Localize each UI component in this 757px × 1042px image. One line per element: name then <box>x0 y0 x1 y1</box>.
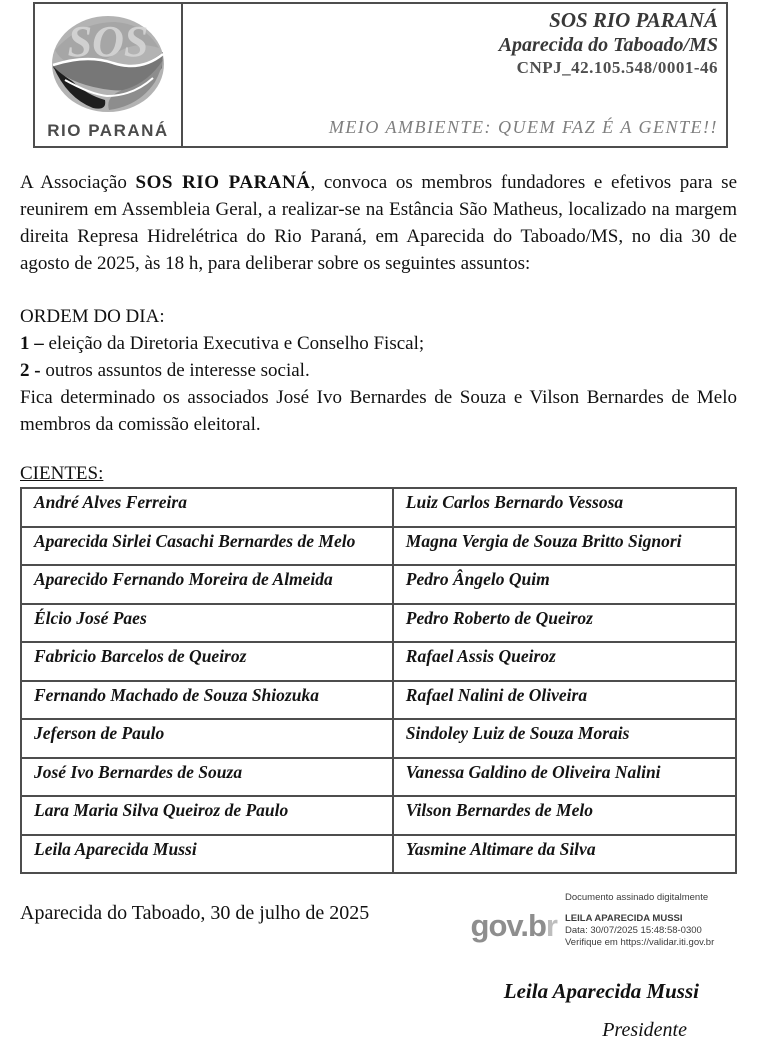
footer-row <box>20 884 737 949</box>
signature-role: Presidente <box>602 1019 687 1041</box>
table-row <box>21 681 736 720</box>
sos-rio-parana-logo-icon <box>45 10 171 142</box>
intro-paragraph <box>20 169 737 277</box>
table-row <box>21 565 736 604</box>
letterhead-info <box>183 4 726 146</box>
commission-note: Fica determinado os associados José Ivo Bernardes de Souza e Vilson Bernardes de Melo membros da comissão eleitoral. <box>20 387 737 435</box>
member-name-cell: Aparecida Sirlei Casachi Bernardes de Melo <box>21 527 393 566</box>
agenda-item-2 <box>20 357 737 384</box>
member-name-cell: Sindoley Luiz de Souza Morais <box>393 719 736 758</box>
agenda-item-1-number: 1 – <box>20 333 44 354</box>
member-name-cell: Fabricio Barcelos de Queiroz <box>21 642 393 681</box>
stamp-verify-url: Verifique em https://validar.iti.gov.br <box>565 937 715 948</box>
member-name-cell: Luiz Carlos Bernardo Vessosa <box>393 488 736 527</box>
member-name-cell: Rafael Nalini de Oliveira <box>393 681 736 720</box>
date-line: Aparecida do Taboado, 30 de julho de 2025 <box>20 902 370 924</box>
member-name-cell: Yasmine Altimare da Silva <box>393 835 736 874</box>
table-row <box>21 527 736 566</box>
intro-rest: , convoca os membros fundadores e efetivos para se reunirem em Assembleia Geral, a realizar-se na Estância São Matheus, localizado na margem direita Represa Hidrelétrica do Rio Paraná, em Aparecida do Taboado/MS, no dia 30 de agosto de 2025, às 18 h, para deliberar sobre os seguintes assuntos: <box>20 172 737 274</box>
agenda-item-2-text: outros assuntos de interesse social. <box>40 360 310 381</box>
member-name-cell: José Ivo Bernardes de Souza <box>21 758 393 797</box>
letterhead <box>33 2 728 148</box>
org-slogan: MEIO AMBIENTE: QUEM FAZ É A GENTE!! <box>328 117 718 137</box>
agenda-item-1 <box>20 330 737 357</box>
member-name-cell: Élcio José Paes <box>21 604 393 643</box>
member-name-cell: Pedro Roberto de Queiroz <box>393 604 736 643</box>
member-name-cell: Vanessa Galdino de Oliveira Nalini <box>393 758 736 797</box>
intro-org-bold: SOS RIO PARANÁ <box>135 172 311 193</box>
svg-text:RIO PARANÁ: RIO PARANÁ <box>47 121 169 140</box>
member-name-cell: Magna Vergia de Souza Britto Signori <box>393 527 736 566</box>
table-row <box>21 796 736 835</box>
intro-prefix: A Associação <box>20 172 136 193</box>
logo-cell <box>35 4 183 146</box>
agenda-title: ORDEM DO DIA: <box>20 306 165 327</box>
member-name-cell: Lara Maria Silva Queiroz de Paulo <box>21 796 393 835</box>
member-name-cell: Aparecido Fernando Moreira de Almeida <box>21 565 393 604</box>
cientes-label: CIENTES: <box>20 463 104 484</box>
agenda-item-1-text: eleição da Diretoria Executiva e Conselho Fiscal; <box>43 333 425 354</box>
org-cnpj: CNPJ_42.105.548/0001-46 <box>516 58 718 77</box>
table-row <box>21 835 736 874</box>
table-row <box>21 488 736 527</box>
member-name-cell: Leila Aparecida Mussi <box>21 835 393 874</box>
member-name-cell: Jeferson de Paulo <box>21 719 393 758</box>
table-row <box>21 719 736 758</box>
stamp-line1: Documento assinado digitalmente <box>565 892 709 903</box>
cientes-table <box>20 487 737 874</box>
member-name-cell: Pedro Ângelo Quim <box>393 565 736 604</box>
signature-name: Leila Aparecida Mussi <box>503 979 699 1003</box>
svg-text:SOS: SOS <box>67 17 149 66</box>
member-name-cell: Vilson Bernardes de Melo <box>393 796 736 835</box>
stamp-text-block <box>565 890 735 949</box>
org-city: Aparecida do Taboado/MS <box>498 34 718 56</box>
org-name: SOS RIO PARANÁ <box>549 8 718 32</box>
table-row <box>21 758 736 797</box>
table-row <box>21 604 736 643</box>
stamp-date: Data: 30/07/2025 15:48:58-0300 <box>565 925 702 936</box>
digital-signature-stamp <box>471 890 735 949</box>
agenda-item-2-number: 2 - <box>20 360 41 381</box>
member-name-cell: André Alves Ferreira <box>21 488 393 527</box>
stamp-signer-name: LEILA APARECIDA MUSSI <box>565 913 683 924</box>
member-name-cell: Fernando Machado de Souza Shiozuka <box>21 681 393 720</box>
member-name-cell: Rafael Assis Queiroz <box>393 642 736 681</box>
table-row <box>21 642 736 681</box>
govbr-logo-icon: gov.br <box>470 908 557 943</box>
